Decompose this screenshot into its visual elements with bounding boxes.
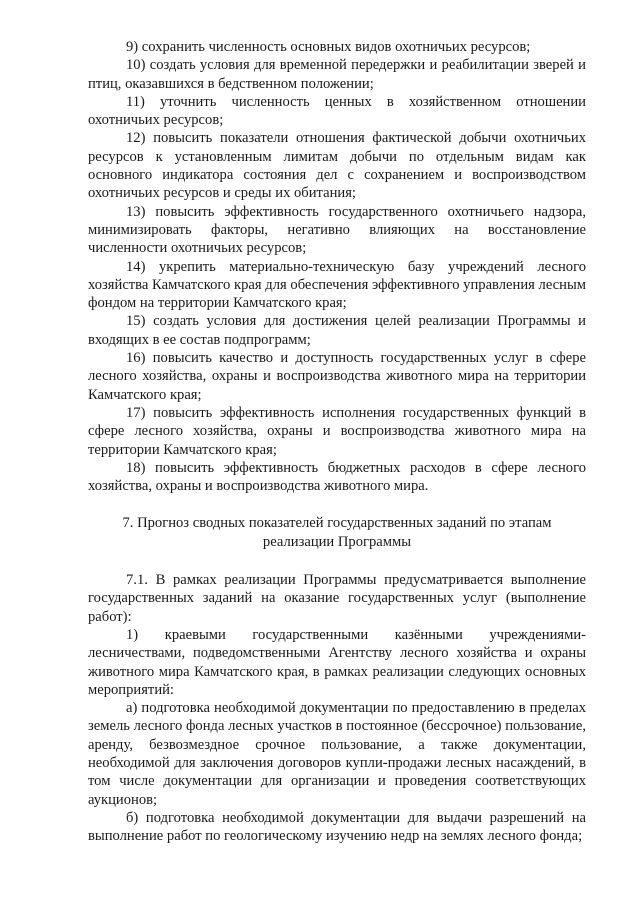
list-item-15: 15) создать условия для достижения целей реализации Программы и входящих в ее состав подпрограмм; <box>88 313 586 348</box>
section-heading-line-2: реализации Программы <box>262 533 412 550</box>
subitem-1: 1) краевыми государственными казёнными учреждениями-лесничествами, подведомственными Агентству лесного хозяйства и охраны животного мира Камчатского края, в рамках реализации следующих основных мероприятий: <box>88 626 586 698</box>
list-item-12: 12) повысить показатели отношения фактической добычи охотничьих ресурсов к установленным лимитам добычи по отдельным видам как основного индикатора состояния дел с сохранением и воспроизводством охотничьих ресурсов и среды их обитания; <box>88 130 586 202</box>
list-item-11: 11) уточнить численность ценных в хозяйственном отношении охотничьих ресурсов; <box>88 93 586 129</box>
section-heading-line-1: 7. Прогноз сводных показателей государственных заданий по этапам <box>122 515 552 532</box>
list-item-14: 14) укрепить материально-техническую базу учреждений лесного хозяйства Камчатского края для обеспечения эффективного управления лесным фондом на территории Камчатского края; <box>88 258 586 312</box>
list-item-10: 10) создать условия для временной передержки и реабилитации зверей и птиц, оказавшихся в бедственном положении; <box>88 57 586 92</box>
section-heading <box>88 514 586 551</box>
list-item-9: 9) сохранить численность основных видов охотничьих ресурсов; <box>126 39 531 55</box>
subitem-a: а) подготовка необходимой документации по предоставлению в пределах земель лесного фонда лесных участков в постоянное (бессрочное) пользование, аренду, безвозмездное срочное пользование, а также документации, необходимой для заключения договоров купли-продажи лесных насаждений, в том числе документации для организации и проведения соответствующих аукционов; <box>88 700 586 808</box>
list-item-18: 18) повысить эффективность бюджетных расходов в сфере лесного хозяйства, охраны и воспроизводства животного мира. <box>88 459 586 495</box>
paragraph-7-1: 7.1. В рамках реализации Программы предусматривается выполнение государственных заданий на оказание государственных услуг (выполнение работ): <box>88 572 586 625</box>
list-item-17: 17) повысить эффективность исполнения государственных функций в сфере лесного хозяйства, охраны и воспроизводства животного мира на территории Камчатского края; <box>88 404 586 458</box>
list-item-13: 13) повысить эффективность государственного охотничьего надзора, минимизировать факторы, негативно влияющих на восстановление численности охотничьих ресурсов; <box>88 203 586 257</box>
subitem-b: б) подготовка необходимой документации для выдачи разрешений на выполнение работ по геологическому изучению недр на землях лесного фонда; <box>88 809 586 845</box>
document-page <box>88 38 586 845</box>
list-item-16: 16) повысить качество и доступность государственных услуг в сфере лесного хозяйства, охраны и воспроизводства животного мира на территории Камчатского края; <box>88 350 586 403</box>
